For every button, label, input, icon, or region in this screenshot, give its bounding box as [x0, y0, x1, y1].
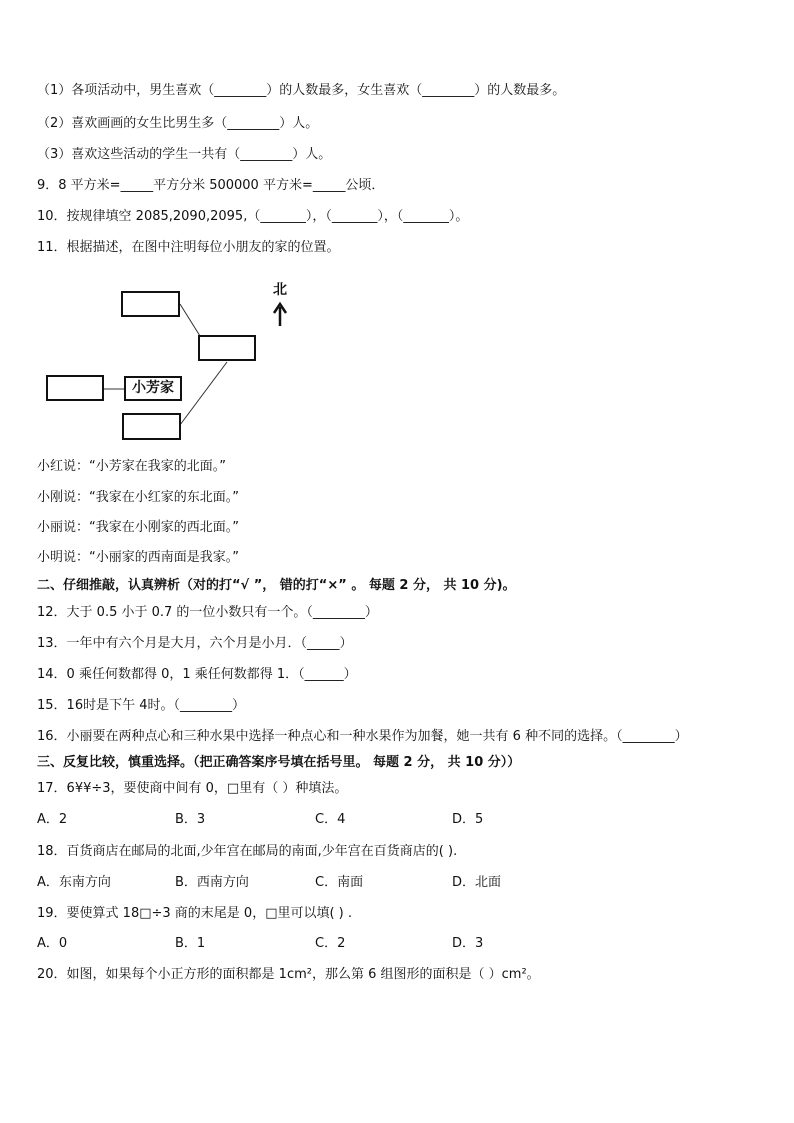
north-label: 北 — [273, 282, 287, 298]
option-c[interactable]: C．南面 — [315, 875, 364, 890]
option-a[interactable]: A．0 — [37, 936, 68, 951]
question-11: 11．根据描述，在图中注明每位小朋友的家的位置。 — [37, 240, 340, 255]
question-10: 10．按规律填空 2085,2090,2095,（_______），（_______），（_______）。 — [37, 209, 469, 224]
statement-xiaoming: 小明说：“小丽家的西南面是我家。” — [37, 550, 239, 565]
question-19: 19．要使算式 18□÷3 商的末尾是 0，□里可以填( ) . — [37, 906, 353, 921]
q8-part2: （2）喜欢画画的女生比男生多（________）人。 — [37, 116, 319, 131]
question-12: 12．大于 0.5 小于 0.7 的一位小数只有一个。（________） — [37, 605, 378, 620]
options-19 — [37, 935, 757, 953]
question-20: 20．如图，如果每个小正方形的面积都是 1cm²，那么第 6 组图形的面积是（ ）cm²。 — [37, 967, 540, 982]
section-3-heading: 三、反复比较，慎重选择。（把正确答案序号填在括号里。 每题 2 分， 共 10 分）） — [37, 755, 521, 770]
home-box-bottom[interactable] — [122, 413, 181, 440]
statement-xiaoli: 小丽说：“我家在小刚家的西北面。” — [37, 520, 239, 535]
option-d[interactable]: D．3 — [452, 936, 484, 951]
question-9: 9．8 平方米=_____平方分米 500000 平方米=_____公顷． — [37, 178, 385, 193]
q8-part1: （1）各项活动中，男生喜欢（________）的人数最多，女生喜欢（________）的人数最多。 — [37, 83, 566, 98]
option-c[interactable]: C．2 — [315, 936, 346, 951]
option-d[interactable]: D．北面 — [452, 875, 502, 890]
option-b[interactable]: B．3 — [175, 812, 206, 827]
statement-xiaohong: 小红说：“小芳家在我家的北面。” — [37, 459, 226, 474]
question-18: 18．百货商店在邮局的北面,少年宫在邮局的南面,少年宫在百货商店的( ). — [37, 844, 458, 859]
option-a[interactable]: A．东南方向 — [37, 875, 111, 890]
option-a[interactable]: A．2 — [37, 812, 68, 827]
home-box-top-left[interactable] — [121, 291, 180, 317]
home-box-left[interactable] — [46, 375, 104, 401]
home-box-xiaofang: 小芳家 — [124, 376, 182, 401]
statement-xiaogang: 小刚说：“我家在小红家的东北面。” — [37, 490, 239, 505]
option-b[interactable]: B．西南方向 — [175, 875, 249, 890]
options-18 — [37, 874, 757, 892]
question-15: 15．16时是下午 4时。（________） — [37, 698, 245, 713]
section-2-heading: 二、仔细推敲，认真辨析（对的打“√ ”， 错的打“×” 。 每题 2 分， 共 10 分)。 — [37, 578, 516, 593]
option-b[interactable]: B．1 — [175, 936, 206, 951]
question-17: 17．6¥¥÷3，要使商中间有 0，□里有（ ）种填法。 — [37, 781, 348, 796]
options-17 — [37, 811, 757, 829]
q8-part3: （3）喜欢这些活动的学生一共有（________）人。 — [37, 147, 332, 162]
home-box-right[interactable] — [198, 335, 256, 361]
question-13: 13．一年中有六个月是大月，六个月是小月．（_____） — [37, 636, 353, 651]
question-14: 14．0 乘任何数都得 0，1 乘任何数都得 1．（______） — [37, 667, 357, 682]
question-16: 16．小丽要在两种点心和三种水果中选择一种点心和一种水果作为加餐，她一共有 6 种不同的选择。（________） — [37, 729, 688, 744]
location-map — [40, 280, 300, 445]
option-c[interactable]: C．4 — [315, 812, 346, 827]
option-d[interactable]: D．5 — [452, 812, 484, 827]
